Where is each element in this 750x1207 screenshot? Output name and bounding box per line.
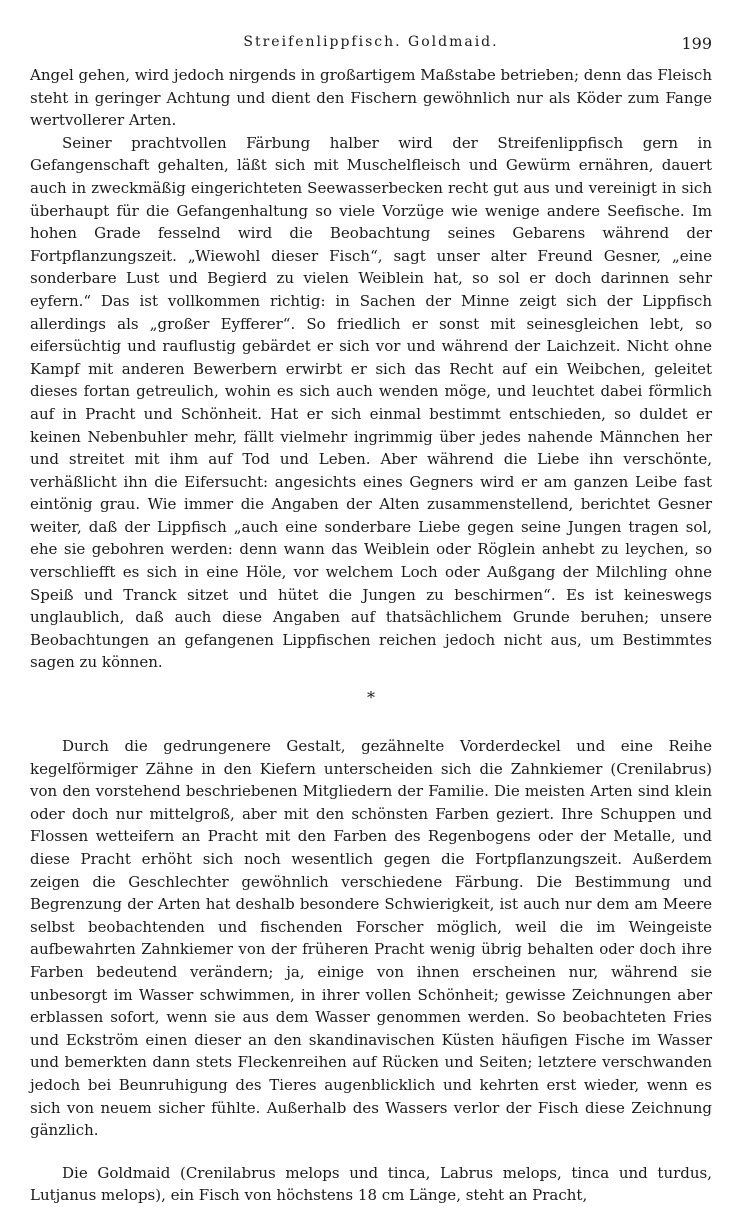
paragraph-2: Seiner prachtvollen Färbung halber wird der Streifenlippfisch gern in Gefangenschaft gehalten, läßt sich mit Muschelfleisch und Gewürm ernähren, dauert auch in zweckmäßig eingerichteten Seewasserbecken recht gut aus und vereinigt in sich überhaupt für die Gefangenhaltung so viele Vorzüge wie wenige andere Seefische. Im hohen Grade fesselnd wird die Beobachtung seines Gebarens während der Fortpflanzungszeit. „Wiewohl dieser Fisch“, sagt unser alter Freund Gesner, „eine sonderbare Lust und Begierd zu vielen Weiblein hat, so sol er doch darinnen sehr eyfern.“ Das ist vollkommen richtig: in Sachen der Minne zeigt sich der Lippfisch allerdings als „großer Eyfferer“. So friedlich er sonst mit seinesgleichen lebt, so eifersüchtig und rauflustig gebärdet er sich vor und während der Laichzeit. Nicht ohne Kampf mit anderen Bewerbern erwirbt er sich das Recht auf ein Weibchen, geleitet dieses fortan getreulich, wohin es sich auch wenden möge, und leuchtet dabei förmlich auf in Pracht und Schönheit. Hat er sich einmal bestimmt entschieden, so duldet er keinen Nebenbuhler mehr, fällt vielmehr ingrimmig über jedes nahende Männchen her und streitet mit ihm auf Tod und Leben. Aber während die Liebe ihn verschönte, verhäßlicht ihn die Eifersucht: angesichts eines Gegners wird er am ganzen Leibe fast eintönig grau. Wie immer die Angaben der Alten zusammenstellend, berichtet Gesner weiter, daß der Lippfisch „auch eine sonderbare Liebe gegen seine Jungen tragen sol, ehe sie gebohren werden: denn wann das Weiblein oder Röglein anhebt zu leychen, so verschliefft es sich in eine Höle, vor welchem Loch oder Außgang der Milchling ohne Speiß und Tranck sitzet und hütet die Jungen zu beschirmen“. Es ist keineswegs unglaublich, daß auch diese Angaben auf thatsächlichem Grunde beruhen; unsere Beobachtungen an gefangenen Lippfischen reichen jedoch nicht aus, um Bestimmtes sagen zu können. — [30, 133, 712, 672]
running-title: Streifenlippfisch. Goldmaid. — [243, 34, 499, 50]
section-separator: * — [367, 688, 375, 708]
page-number: 199 — [681, 34, 712, 53]
paragraph-1: Angel gehen, wird jedoch nirgends in großartigem Maßstabe betrieben; denn das Fleisch steht in geringer Achtung und dient den Fischern gewöhnlich nur als Köder zum Fange wertvollerer Arten. — [30, 66, 712, 130]
paragraph-4: Die Goldmaid (Crenilabrus melops und tinca, Labrus melops, tinca und turdus, Lutjanus melops), ein Fisch von höchstens 18 cm Länge, steht an Pracht, — [30, 1163, 712, 1205]
running-head — [30, 30, 712, 56]
paragraph-3: Durch die gedrungenere Gestalt, gezähnelte Vorderdeckel und eine Reihe kegelförmiger Zähne in den Kiefern unterscheiden sich die Zahnkiemer (Crenilabrus) von den vorstehend beschriebenen Mitgliedern der Familie. Die meisten Arten sind klein oder doch nur mittelgroß, aber mit den schönsten Farben geziert. Ihre Schuppen und Flossen wetteifern an Pracht mit den Farben des Regenbogens oder der Metalle, und diese Pracht erhöht sich noch wesentlich gegen die Fortpflanzungszeit. Außerdem zeigen die Geschlechter gewöhnlich verschiedene Färbung. Die Bestimmung und Begrenzung der Arten hat deshalb besondere Schwierigkeit, ist auch nur dem am Meere selbst beobachtenden und fischenden Forscher möglich, weil die im Weingeiste aufbewahrten Zahnkiemer von der früheren Pracht wenig übrig behalten oder doch ihre Farben bedeutend verändern; ja, einige von ihnen erscheinen nur, während sie unbesorgt im Wasser schwimmen, in ihrer vollen Schönheit; gewisse Zeichnungen aber erblassen sofort, wenn sie aus dem Wasser genommen werden. So beobachteten Fries und Eckström einen dieser an den skandinavischen Küsten häufigen Fische im Wasser und bemerkten dann stets Fleckenreihen auf Rücken und Seiten; letztere verschwanden jedoch bei Beunruhigung des Tieres augenblicklich und kehrten erst wieder, wenn es sich von neuem sicher fühlte. Außerhalb des Wassers verlor der Fisch diese Zeichnung gänzlich. — [30, 737, 712, 1140]
book-page — [30, 30, 712, 1207]
paragraph-gap — [30, 1142, 712, 1162]
